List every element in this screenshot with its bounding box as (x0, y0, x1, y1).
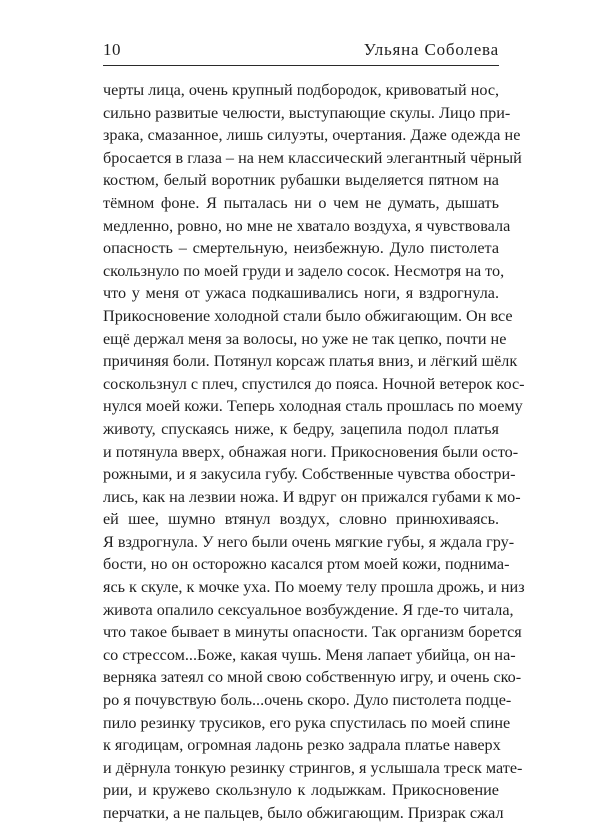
text-line: рии, и кружево скользнуло к лодыжкам. Прикосновение (103, 781, 499, 800)
text-line: животу, спускаясь ниже, к бедру, зацепила подол платья (103, 419, 499, 438)
text-line: костюм, белый воротник рубашки выделяется пятном на (103, 171, 499, 190)
text-line: лись, как на лезвии ножа. И вдруг он прижался губами к мо- (103, 487, 521, 506)
text-line: зрака, смазанное, лишь силуэты, очертания. Даже одежда не (103, 126, 521, 145)
text-line: рожными, и я закусила губу. Собственные чувства обостри- (103, 465, 516, 484)
text-line: Прикосновение холодной стали было обжигающим. Он все (103, 306, 513, 325)
text-line: и потянула вверх, обнажая ноги. Прикосновения были осто- (103, 442, 519, 461)
text-line: со стрессом...Боже, какая чушь. Меня лапает убийца, он на- (103, 645, 516, 664)
text-line: ей шее, шумно втянул воздух, словно принюхиваясь. (103, 510, 499, 529)
text-line: медленно, ровно, но мне не хватало воздуха, я чувствовала (103, 216, 511, 235)
text-line: черты лица, очень крупный подбородок, кривоватый нос, (103, 81, 500, 99)
text-line: бросается в глаза – на нем классический элегантный чёрный (103, 148, 522, 167)
text-line: ро я почувствую боль...очень скоро. Дуло пистолета подце- (103, 691, 512, 710)
text-line: опасность – смертельную, неизбежную. Дуло пистолета (103, 239, 499, 258)
text-line: сильно развитые челюсти, выступающие скулы. Лицо при- (103, 103, 511, 122)
text-line: причиняя боли. Потянул корсаж платья вниз, и лёгкий шёлк (103, 352, 518, 371)
text-line: ещё держал меня за волосы, но уже не так цепко, почти не (103, 329, 507, 348)
text-line: соскользнул с плеч, спустился до пояса. Ночной ветерок кос- (103, 374, 525, 393)
page-number: 10 (103, 40, 121, 59)
text-line: что такое бывает в минуты опасности. Так организм борется (103, 623, 522, 642)
text-line: Я вздрогнула. У него были очень мягкие губы, я ждала гру- (103, 532, 515, 551)
text-line: и дёрнула тонкую резинку стрингов, я услышала треск мате- (103, 758, 523, 777)
header-rule (103, 65, 499, 66)
text-line: ясь к скуле, к мочке уха. По моему телу прошла дрожь, и низ (103, 578, 525, 597)
text-line: перчатки, а не пальцев, было обжигающим. Призрак сжал (103, 804, 504, 822)
text-line: бости, но он осторожно касался ртом моей кожи, поднима- (103, 555, 510, 574)
text-line: тёмном фоне. Я пыталась ни о чем не думать, дышать (103, 193, 499, 212)
text-line: к ягодицам, огромная ладонь резко задрала платье наверх (103, 736, 501, 755)
running-title-author: Ульяна Соболева (363, 40, 499, 59)
text-line: нулся моей кожи. Теперь холодная сталь прошлась по моему (103, 397, 523, 416)
text-line: что у меня от ужаса подкашивались ноги, я вздрогнула. (103, 284, 499, 303)
text-line: пило резинку трусиков, его рука спустилась по моей спине (103, 713, 511, 732)
page-header (103, 40, 499, 60)
text-line: живота опалило сексуальное возбуждение. Я где-то читала, (103, 600, 514, 619)
body-text (103, 79, 525, 825)
text-line: верняка затеял со мной свою собственную игру, и очень ско- (103, 668, 522, 687)
text-line: скользнуло по моей груди и задело сосок. Несмотря на то, (103, 261, 505, 280)
